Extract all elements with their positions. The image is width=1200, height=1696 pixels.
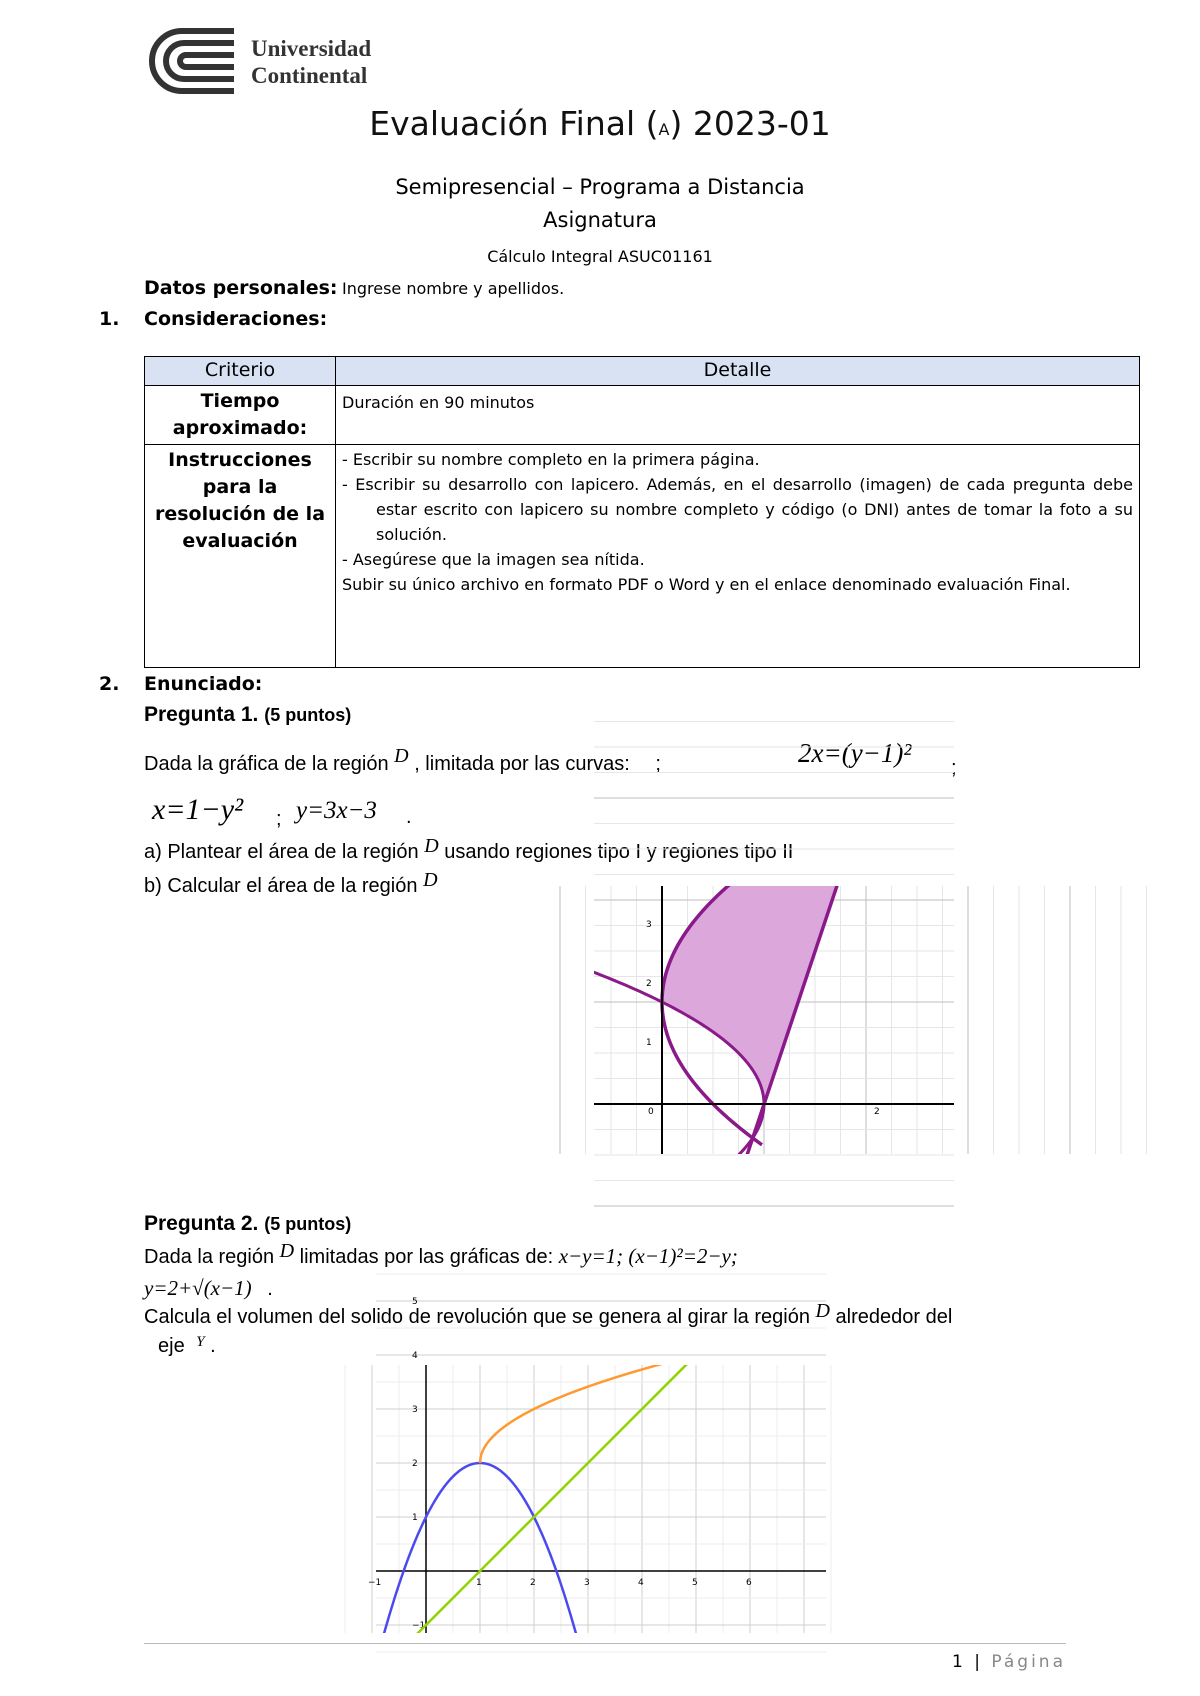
q1-part-a-text-2: usando regiones tipo I y regiones tipo II	[444, 841, 794, 863]
q1-part-a-text: a) Plantear el área de la región	[144, 841, 419, 863]
q1-region-symbol: D	[394, 745, 409, 767]
y-tick-label: −1	[412, 1621, 426, 1631]
logo-line-1: Universidad	[251, 36, 372, 61]
y-tick-label: 5	[412, 1297, 418, 1307]
q2-text-e: eje	[158, 1335, 185, 1357]
q1-region-symbol: D	[424, 835, 439, 857]
q2-equation-3	[144, 1276, 273, 1301]
section-2-label: Enunciado:	[144, 673, 263, 695]
q2-text-c: Calcula el volumen del solido de revolución que se genera al girar la región	[144, 1306, 810, 1328]
table-header-criterio: Criterio	[145, 357, 336, 386]
q1-part-a	[144, 835, 794, 864]
section-1-label: Consideraciones:	[144, 308, 328, 330]
q1-text-a: Dada la gráfica de la región	[144, 753, 389, 775]
q2-question-end	[158, 1335, 216, 1358]
q2-question	[144, 1300, 953, 1329]
x-tick-label: 5	[692, 1578, 698, 1588]
y-tick-label: 3	[412, 1405, 418, 1415]
page-separator: |	[974, 1652, 983, 1672]
title-part-a: Evaluación Final (	[369, 104, 659, 143]
q1-equation-3: y=3x−3	[296, 797, 377, 824]
x-tick-label: 6	[746, 1578, 752, 1588]
q2-region-symbol: D	[279, 1240, 295, 1262]
question-1-points: (5 puntos)	[264, 705, 352, 725]
instruction-item: - Escribir su desarrollo con lapicero. Además, en el desarrollo (imagen) de cada pregunta debe estar escrito con lapicero su nombre completo y código (o DNI) antes de tomar la foto a su solución.	[342, 475, 1133, 544]
detail-instructions	[336, 445, 1140, 668]
q2-eq-end: .	[267, 1278, 273, 1300]
table-row	[145, 445, 1140, 668]
detail-time: Duración en 90 minutos	[336, 386, 1140, 445]
university-logo-icon	[144, 26, 240, 96]
criteria-table	[144, 356, 1140, 668]
modality: Semipresencial – Programa a Distancia	[395, 175, 805, 199]
page-label: Página	[991, 1652, 1066, 1672]
q1-part-b	[144, 869, 438, 898]
line-x-y-1	[394, 1290, 761, 1657]
q2-equations: x−y=1; (x−1)²=2−y;	[558, 1244, 738, 1268]
table-header-row	[145, 357, 1140, 386]
y-tick-label: 1	[412, 1513, 418, 1523]
section-1-number: 1.	[99, 308, 120, 330]
instruction-item: - Escribir su nombre completo en la primera página.	[342, 450, 760, 469]
graph-1-tick-x-2: 2	[874, 1107, 880, 1117]
graph-1-tick-y-2: 2	[646, 979, 652, 989]
question-2-statement	[144, 1240, 738, 1269]
criterion-instructions: Instrucciones para la resolución de la evaluación	[145, 445, 336, 668]
personal-data-value: Ingrese nombre y apellidos.	[341, 279, 565, 298]
x-tick-label: 4	[638, 1578, 644, 1588]
graph-1-tick-y-1: 1	[646, 1038, 652, 1048]
x-tick-label: 3	[584, 1578, 590, 1588]
q1-equation-1: 2x=(y−1)²	[798, 738, 912, 768]
question-1-statement	[144, 745, 661, 776]
page-title	[0, 104, 1200, 143]
question-1-label: Pregunta 1.	[144, 703, 259, 726]
q1-end: .	[406, 806, 412, 828]
x-tick-label: 2	[530, 1578, 536, 1588]
question-2-points: (5 puntos)	[264, 1214, 352, 1234]
q2-axis-symbol: Y	[196, 1334, 205, 1350]
logo-line-2: Continental	[251, 63, 368, 88]
title-part-c: ) 2023-01	[669, 104, 831, 143]
q1-region-symbol: D	[423, 869, 438, 891]
q2-text-a: Dada la región	[144, 1246, 275, 1268]
q1-separator: ;	[655, 753, 661, 775]
instruction-item: Subir su único archivo en formato PDF o Word y en el enlace denominado evaluación Final.	[342, 575, 1071, 594]
criterion-time: Tiempo aproximado:	[145, 386, 336, 445]
x-tick-label: 1	[476, 1578, 482, 1588]
parabola-curve	[377, 1463, 581, 1658]
y-tick-label: 4	[412, 1351, 418, 1361]
q1-equation-2: x=1−y²	[152, 793, 244, 826]
section-2-number: 2.	[99, 673, 120, 695]
title-version: A	[658, 120, 670, 139]
q1-text-b: , limitada por las curvas:	[414, 753, 630, 775]
page-number: 1	[952, 1652, 966, 1672]
x-tick-label: −1	[368, 1578, 382, 1588]
page-footer	[952, 1652, 1066, 1672]
footer-divider	[144, 1643, 1066, 1644]
subject-label: Asignatura	[543, 208, 657, 232]
question-2-label: Pregunta 2.	[144, 1212, 259, 1235]
graph-1-tick-y-3: 3	[646, 920, 652, 930]
q2-region-symbol: D	[815, 1300, 830, 1322]
q1-separator-3: ;	[276, 808, 282, 830]
q2-root-equation: y=2+√(x−1)	[144, 1276, 252, 1300]
graph-1-tick-origin: 0	[648, 1107, 654, 1117]
table-row	[145, 386, 1140, 445]
question-1-title	[144, 703, 351, 727]
subject-name: Cálculo Integral ASUC01161	[487, 247, 713, 266]
personal-data	[144, 277, 564, 299]
question-1-graph	[594, 886, 954, 1154]
logo-name	[251, 35, 371, 89]
q1-separator-2: ;	[951, 757, 957, 779]
personal-data-label: Datos personales:	[144, 277, 338, 299]
q2-text-b: limitadas por las gráficas de:	[299, 1246, 554, 1268]
y-tick-label: 2	[412, 1459, 418, 1469]
graph-1-grid	[560, 722, 1147, 1207]
table-header-detalle: Detalle	[336, 357, 1140, 386]
q2-text-end: .	[210, 1335, 216, 1357]
q2-text-d: alrededor del	[835, 1306, 953, 1328]
question-2-title	[144, 1212, 351, 1236]
instruction-item: - Asegúrese que la imagen sea nítida.	[342, 550, 645, 569]
q1-part-b-text: b) Calcular el área de la región	[144, 875, 418, 897]
